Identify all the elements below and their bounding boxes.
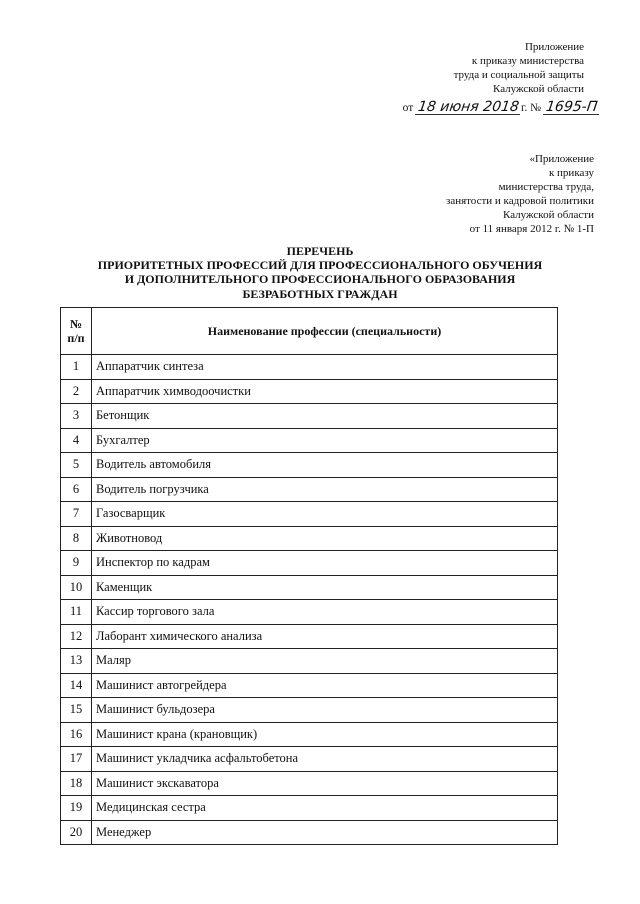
row-number: 15 <box>61 698 92 723</box>
row-profession: Инспектор по кадрам <box>92 551 558 576</box>
row-number: 19 <box>61 796 92 821</box>
header-number-symbol: № <box>69 317 83 331</box>
row-number: 5 <box>61 453 92 478</box>
row-number: 17 <box>61 747 92 772</box>
header-line: к приказу министерства <box>471 55 584 67</box>
row-profession: Животновод <box>92 526 558 551</box>
table-row <box>61 526 558 551</box>
row-profession: Кассир торгового зала <box>92 600 558 625</box>
table-row <box>61 796 558 821</box>
row-profession: Лаборант химического анализа <box>92 624 558 649</box>
row-number: 10 <box>61 575 92 600</box>
appendix-reference <box>446 152 594 236</box>
row-profession: Аппаратчик синтеза <box>92 355 558 380</box>
appendix-line: занятости и кадровой политики <box>445 195 594 207</box>
table-row <box>61 404 558 429</box>
appendix-line: министерства труда, <box>498 181 594 193</box>
appendix-line: от 11 января 2012 г. № 1-П <box>469 223 594 235</box>
row-profession: Газосварщик <box>92 502 558 527</box>
table-row <box>61 453 558 478</box>
order-header <box>454 40 584 96</box>
header-number <box>61 308 92 355</box>
title-line: ПРИОРИТЕТНЫХ ПРОФЕССИЙ ДЛЯ ПРОФЕССИОНАЛЬНОГО ОБУЧЕНИЯ <box>97 258 543 273</box>
appendix-line: к приказу <box>548 167 594 179</box>
appendix-line: «Приложение <box>529 153 594 165</box>
order-date-handwritten: 18 июня 2018 <box>417 99 521 115</box>
document-title <box>60 244 580 301</box>
row-number: 14 <box>61 673 92 698</box>
row-number: 16 <box>61 722 92 747</box>
table-row <box>61 600 558 625</box>
row-profession: Машинист автогрейдера <box>92 673 558 698</box>
table-row <box>61 502 558 527</box>
table-row <box>61 771 558 796</box>
professions-table <box>60 307 558 845</box>
row-number: 20 <box>61 820 92 845</box>
table-row <box>61 747 558 772</box>
row-profession: Машинист экскаватора <box>92 771 558 796</box>
order-number-handwritten: 1695-П <box>543 100 601 115</box>
table-row <box>61 649 558 674</box>
table-row <box>61 575 558 600</box>
table-row <box>61 722 558 747</box>
row-profession: Водитель погрузчика <box>92 477 558 502</box>
title-line: ПЕРЕЧЕНЬ <box>286 244 354 258</box>
row-profession: Менеджер <box>92 820 558 845</box>
table-row <box>61 698 558 723</box>
row-profession: Машинист крана (крановщик) <box>92 722 558 747</box>
table-row <box>61 477 558 502</box>
row-number: 9 <box>61 551 92 576</box>
header-line: Приложение <box>524 41 584 53</box>
table-row <box>61 379 558 404</box>
appendix-line: Калужской области <box>503 209 594 221</box>
table-header-row <box>61 308 558 355</box>
header-number-abbr: п/п <box>67 331 85 345</box>
row-profession: Бетонщик <box>92 404 558 429</box>
header-line: труда и социальной защиты <box>453 69 584 81</box>
row-number: 3 <box>61 404 92 429</box>
order-year-suffix: г. № <box>520 102 542 114</box>
table-row <box>61 820 558 845</box>
row-number: 7 <box>61 502 92 527</box>
row-profession: Маляр <box>92 649 558 674</box>
row-profession: Медицинская сестра <box>92 796 558 821</box>
row-profession: Бухгалтер <box>92 428 558 453</box>
row-number: 2 <box>61 379 92 404</box>
order-reference <box>403 100 600 115</box>
table-row <box>61 551 558 576</box>
table-row <box>61 428 558 453</box>
row-number: 13 <box>61 649 92 674</box>
table-row <box>61 624 558 649</box>
row-profession: Машинист укладчика асфальтобетона <box>92 747 558 772</box>
title-line: И ДОПОЛНИТЕЛЬНОГО ПРОФЕССИОНАЛЬНОГО ОБРАЗОВАНИЯ <box>124 272 516 287</box>
row-number: 1 <box>61 355 92 380</box>
row-profession: Машинист бульдозера <box>92 698 558 723</box>
header-line: Калужской области <box>493 83 584 95</box>
row-profession: Каменщик <box>92 575 558 600</box>
title-line: БЕЗРАБОТНЫХ ГРАЖДАН <box>242 286 398 301</box>
table-row <box>61 673 558 698</box>
row-number: 4 <box>61 428 92 453</box>
row-profession: Аппаратчик химводоочистки <box>92 379 558 404</box>
row-number: 6 <box>61 477 92 502</box>
row-number: 18 <box>61 771 92 796</box>
row-profession: Водитель автомобиля <box>92 453 558 478</box>
row-number: 12 <box>61 624 92 649</box>
order-prefix: от <box>402 102 414 114</box>
header-profession-name: Наименование профессии (специальности) <box>92 308 558 355</box>
row-number: 11 <box>61 600 92 625</box>
table-row <box>61 355 558 380</box>
row-number: 8 <box>61 526 92 551</box>
